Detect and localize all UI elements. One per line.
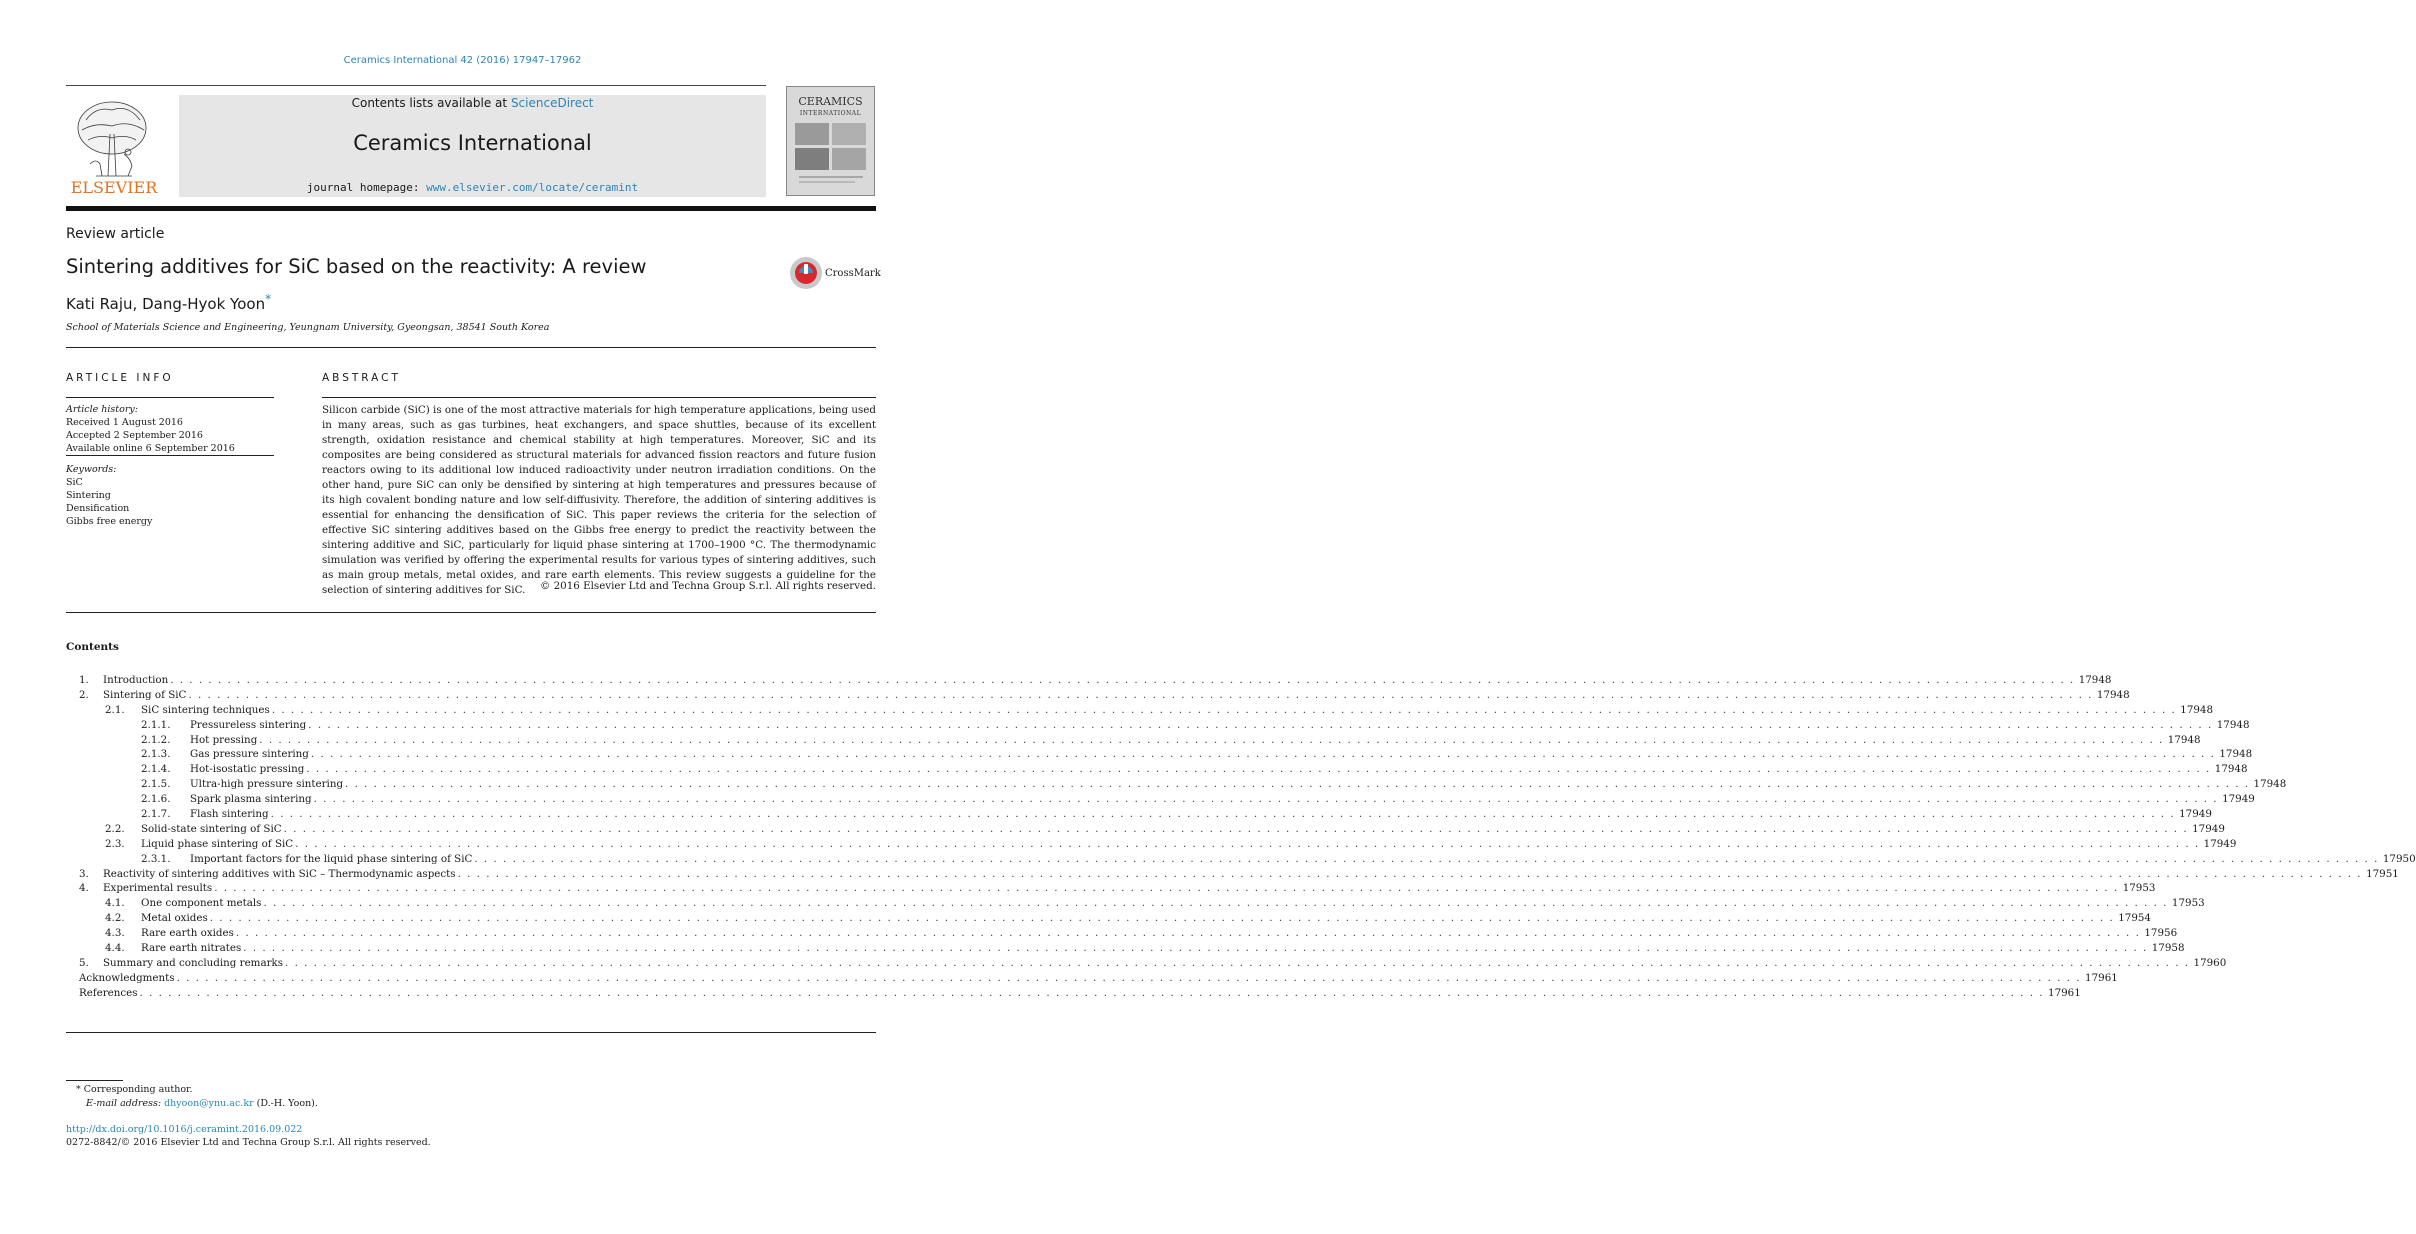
- authors: Kati Raju, Dang-Hyok Yoon: [66, 295, 266, 313]
- affiliation: School of Materials Science and Engineering, Yeungnam University, Gyeongsan, 38541 South Korea: [66, 322, 550, 333]
- cover-image-icon: [795, 123, 867, 187]
- toc-leader-dots: . . . . . . . . . . . . . . . . . . . . . . . . . . . . . . . . . . . . . . . . . . . . . . . . . . . . . . . . . . . . . . . . . . . . . . . . . . . . . . . . . . . . . . . . . . . . . . . . . . . . . . . . . . . . . . . . . . . . . . . . . . . . . . . . . . . . . . . . . . . . . . . . . . . . . . . . . . . . . . . . . . . . . . . . . . . . . . . . . . . . . . . . . . . . . . . . . . . . . . . .: [139, 986, 2045, 999]
- issn-copyright: 0272-8842/© 2016 Elsevier Ltd and Techna Group S.r.l. All rights reserved.: [66, 1137, 431, 1148]
- footnote-star: *: [76, 1084, 81, 1095]
- toc-row[interactable]: [66, 971, 2118, 987]
- toc-row[interactable]: [66, 822, 2225, 838]
- toc-leader-dots: . . . . . . . . . . . . . . . . . . . . . . . . . . . . . . . . . . . . . . . . . . . . . . . . . . . . . . . . . . . . . . . . . . . . . . . . . . . . . . . . . . . . . . . . . . . . . . . . . . . . . . . . . . . . . . . . . . . . . . . . . . . . . . . . . . . . . . . . . . . . . . . . . . . . . . . . . . . . . . . . . . . . . . . . . . . . . . . . . . . . . . . . . . . . . . . . . . . . . . . .: [457, 867, 2363, 880]
- toc-leader-dots: . . . . . . . . . . . . . . . . . . . . . . . . . . . . . . . . . . . . . . . . . . . . . . . . . . . . . . . . . . . . . . . . . . . . . . . . . . . . . . . . . . . . . . . . . . . . . . . . . . . . . . . . . . . . . . . . . . . . . . . . . . . . . . . . . . . . . . . . . . . . . . . . . . . . . . . . . . . . . . . . . . . . . . . . . . . . . . . . . . . . . . . . . . . . . . . . . . . . . . . .: [308, 718, 2213, 731]
- toc-row[interactable]: [66, 763, 2248, 778]
- toc-page-number: 17950: [2382, 852, 2416, 865]
- history-label: Article history:: [66, 404, 138, 415]
- toc-page-number: 17949: [2192, 822, 2225, 835]
- toc-page-number: 17961: [2048, 986, 2081, 999]
- keyword: Densification: [66, 503, 130, 514]
- toc-row[interactable]: [66, 897, 2205, 912]
- toc-page-number: 17949: [2203, 837, 2237, 850]
- toc-leader-dots: . . . . . . . . . . . . . . . . . . . . . . . . . . . . . . . . . . . . . . . . . . . . . . . . . . . . . . . . . . . . . . . . . . . . . . . . . . . . . . . . . . . . . . . . . . . . . . . . . . . . . . . . . . . . . . . . . . . . . . . . . . . . . . . . . . . . . . . . . . . . . . . . . . . . . . . . . . . . . . . . . . . . . . . . . . . . . . . . . . . . . . . . . . . . . . . . . . . . . . . .: [306, 763, 2211, 776]
- toc-number: 2.1.1.: [141, 718, 171, 731]
- toc-row[interactable]: [66, 808, 2212, 823]
- article-type: Review article: [66, 226, 165, 242]
- online-date: Available online 6 September 2016: [66, 443, 235, 454]
- abstract-end-rule: [66, 612, 876, 613]
- toc-title[interactable]: Ultra-high pressure sintering: [190, 778, 344, 791]
- toc-title[interactable]: Rare earth nitrates: [141, 942, 242, 955]
- contents-end-rule: [66, 1032, 876, 1033]
- toc-leader-dots: . . . . . . . . . . . . . . . . . . . . . . . . . . . . . . . . . . . . . . . . . . . . . . . . . . . . . . . . . . . . . . . . . . . . . . . . . . . . . . . . . . . . . . . . . . . . . . . . . . . . . . . . . . . . . . . . . . . . . . . . . . . . . . . . . . . . . . . . . . . . . . . . . . . . . . . . . . . . . . . . . . . . . . . . . . . . . . . . . . . . . . . . . . . . . . . . . . . . . . . .: [285, 956, 2190, 969]
- toc-row[interactable]: [66, 882, 2156, 897]
- toc-leader-dots: . . . . . . . . . . . . . . . . . . . . . . . . . . . . . . . . . . . . . . . . . . . . . . . . . . . . . . . . . . . . . . . . . . . . . . . . . . . . . . . . . . . . . . . . . . . . . . . . . . . . . . . . . . . . . . . . . . . . . . . . . . . . . . . . . . . . . . . . . . . . . . . . . . . . . . . . . . . . . . . . . . . . . . . . . . . . . . . . . . . . . . . . . . . . . . . . . . . . . . . .: [313, 793, 2219, 806]
- toc-page-number: 17954: [2118, 912, 2151, 925]
- article-info-rule: [66, 397, 274, 398]
- article-info-heading: ARTICLE INFO: [66, 372, 174, 384]
- crossmark-label: CrossMark: [825, 268, 881, 279]
- abstract-text: Silicon carbide (SiC) is one of the most attractive materials for high temperature applications, being used in many areas, such as gas turbines, heat exchangers, and space shuttles, because of its excellent strength, oxidation resistance and chemical stability at high temperatures. Moreover, SiC and its composites are being considered as structural materials for advanced fission reactors and future fusion reactors owing to its additional low induced radioactivity under neutron irradiation conditions. On the other hand, pure SiC can only be densified by sintering at high temperatures and pressures because of its high covalent bonding nature and low self-diffusivity. Therefore, the addition of sintering additives is essential for enhancing the densification of SiC. This paper reviews the criteria for the selection of effective SiC sintering additives based on the Gibbs free energy to predict the reactivity between the sintering additive and SiC, particularly for liquid phase sintering at 1700–1900 °C. The thermodynamic simulation was verified by offering the experimental results for various types of sintering additives, such as main group metals, metal oxides, and rare earth elements. This review suggests a guideline for the selection of sintering additives for SiC.: [322, 404, 876, 596]
- journal-banner: [179, 95, 766, 197]
- toc-page-number: 17948: [2096, 688, 2130, 701]
- toc-number: 2.3.: [105, 837, 125, 850]
- email-suffix: (D.-H. Yoon).: [253, 1098, 318, 1109]
- toc-title[interactable]: Introduction: [103, 674, 169, 686]
- toc-number: 4.3.: [105, 927, 125, 940]
- toc-leader-dots: . . . . . . . . . . . . . . . . . . . . . . . . . . . . . . . . . . . . . . . . . . . . . . . . . . . . . . . . . . . . . . . . . . . . . . . . . . . . . . . . . . . . . . . . . . . . . . . . . . . . . . . . . . . . . . . . . . . . . . . . . . . . . . . . . . . . . . . . . . . . . . . . . . . . . . . . . . . . . . . . . . . . . . . . . . . . . . . . . . . . . . . . . . . . . . . . . . . . . . . .: [214, 882, 2119, 895]
- toc-title[interactable]: Hot-isostatic pressing: [190, 763, 305, 776]
- toc-page-number: 17953: [2122, 882, 2156, 895]
- journal-title: Ceramics International: [353, 131, 592, 155]
- toc-row[interactable]: [66, 912, 2151, 927]
- toc-page-number: 17948: [2253, 778, 2287, 791]
- toc-page-number: 17949: [2179, 808, 2212, 821]
- article-title: Sintering additives for SiC based on the reactivity: A review: [66, 255, 647, 278]
- email-link[interactable]: dhyoon@ynu.ac.kr: [164, 1098, 254, 1109]
- contents-available: [179, 96, 766, 110]
- toc-number: 4.2.: [105, 912, 125, 925]
- toc-page-number: 17960: [2193, 956, 2227, 969]
- toc-page-number: 17958: [2151, 942, 2185, 955]
- toc-leader-dots: . . . . . . . . . . . . . . . . . . . . . . . . . . . . . . . . . . . . . . . . . . . . . . . . . . . . . . . . . . . . . . . . . . . . . . . . . . . . . . . . . . . . . . . . . . . . . . . . . . . . . . . . . . . . . . . . . . . . . . . . . . . . . . . . . . . . . . . . . . . . . . . . . . . . . . . . . . . . . . . . . . . . . . . . . . . . . . . . . . . . . . . . . . . . . . . . . . . . . . . .: [270, 808, 2176, 821]
- toc-number: 2.3.1.: [141, 852, 171, 865]
- table-of-contents: [66, 674, 2416, 1002]
- toc-number: 4.: [79, 882, 89, 895]
- toc-page-number: 17948: [2078, 674, 2112, 686]
- toc-leader-dots: . . . . . . . . . . . . . . . . . . . . . . . . . . . . . . . . . . . . . . . . . . . . . . . . . . . . . . . . . . . . . . . . . . . . . . . . . . . . . . . . . . . . . . . . . . . . . . . . . . . . . . . . . . . . . . . . . . . . . . . . . . . . . . . . . . . . . . . . . . . . . . . . . . . . . . . . . . . . . . . . . . . . . . . . . . . . . . . . . . . . . . . . . . . . . . . . . . . . . . . .: [176, 971, 2082, 984]
- toc-title[interactable]: Metal oxides: [141, 912, 208, 925]
- journal-cover-thumbnail[interactable]: [786, 86, 875, 196]
- toc-row[interactable]: [66, 793, 2255, 808]
- corresponding-author-mark[interactable]: *: [265, 292, 272, 306]
- toc-row[interactable]: [66, 748, 2253, 763]
- toc-page-number: 17948: [2219, 748, 2253, 761]
- elsevier-tree-icon: [66, 94, 162, 198]
- header-thick-rule: [66, 206, 876, 211]
- toc-title[interactable]: Hot pressing: [190, 733, 258, 746]
- toc-title[interactable]: Summary and concluding remarks: [103, 956, 284, 969]
- toc-row[interactable]: [66, 733, 2201, 749]
- toc-leader-dots: . . . . . . . . . . . . . . . . . . . . . . . . . . . . . . . . . . . . . . . . . . . . . . . . . . . . . . . . . . . . . . . . . . . . . . . . . . . . . . . . . . . . . . . . . . . . . . . . . . . . . . . . . . . . . . . . . . . . . . . . . . . . . . . . . . . . . . . . . . . . . . . . . . . . . . . . . . . . . . . . . . . . . . . . . . . . . . . . . . . . . . . . . . . . . . . . . . . . . . . .: [259, 733, 2164, 746]
- toc-number: 2.1.7.: [141, 808, 171, 821]
- article-history: [66, 403, 274, 455]
- toc-page-number: 17961: [2085, 971, 2118, 984]
- toc-title[interactable]: Liquid phase sintering of SiC: [141, 837, 294, 850]
- keyword: Sintering: [66, 490, 111, 501]
- corresponding-footnote: [76, 1084, 193, 1095]
- abstract-heading: ABSTRACT: [322, 372, 401, 384]
- received-date: Received 1 August 2016: [66, 417, 183, 428]
- accepted-date: Accepted 2 September 2016: [66, 430, 203, 441]
- toc-leader-dots: . . . . . . . . . . . . . . . . . . . . . . . . . . . . . . . . . . . . . . . . . . . . . . . . . . . . . . . . . . . . . . . . . . . . . . . . . . . . . . . . . . . . . . . . . . . . . . . . . . . . . . . . . . . . . . . . . . . . . . . . . . . . . . . . . . . . . . . . . . . . . . . . . . . . . . . . . . . . . . . . . . . . . . . . . . . . . . . . . . . . . . . . . . . . . . . . . . . . . . . .: [295, 837, 2200, 850]
- toc-number: 4.4.: [105, 942, 125, 955]
- cover-title-line2: INTERNATIONAL: [799, 110, 862, 117]
- toc-number: 2.1.6.: [141, 793, 171, 806]
- toc-page-number: 17949: [2222, 793, 2255, 806]
- toc-title[interactable]: Rare earth oxides: [141, 927, 234, 940]
- toc-row[interactable]: [66, 718, 2250, 734]
- toc-row[interactable]: [66, 942, 2185, 957]
- toc-number: 4.1.: [105, 897, 125, 910]
- toc-title[interactable]: Gas pressure sintering: [190, 748, 309, 761]
- toc-leader-dots: . . . . . . . . . . . . . . . . . . . . . . . . . . . . . . . . . . . . . . . . . . . . . . . . . . . . . . . . . . . . . . . . . . . . . . . . . . . . . . . . . . . . . . . . . . . . . . . . . . . . . . . . . . . . . . . . . . . . . . . . . . . . . . . . . . . . . . . . . . . . . . . . . . . . . . . . . . . . . . . . . . . . . . . . . . . . . . . . . . . . . . . . . . . . . . . . . . . . . . . .: [263, 897, 2168, 910]
- toc-number: 2.1.4.: [141, 763, 171, 776]
- toc-title[interactable]: Acknowledgments: [79, 971, 175, 984]
- toc-title[interactable]: Spark plasma sintering: [190, 793, 312, 806]
- elsevier-logo[interactable]: [66, 94, 162, 198]
- crossmark-icon: [789, 256, 823, 290]
- abstract-rule: [322, 397, 876, 398]
- email-label: E-mail address:: [86, 1098, 165, 1109]
- homepage-link[interactable]: www.elsevier.com/locate/ceramint: [426, 181, 639, 194]
- cover-title-line1: CERAMICS: [798, 95, 863, 108]
- keywords-label: Keywords:: [66, 464, 117, 475]
- toc-row[interactable]: [66, 674, 2112, 689]
- toc-row[interactable]: [66, 852, 2416, 868]
- crossmark-badge[interactable]: [789, 256, 879, 292]
- journal-homepage: [179, 181, 766, 194]
- corresponding-label: Corresponding author.: [83, 1084, 193, 1095]
- email-footnote: [86, 1098, 318, 1109]
- toc-number: 2.1.: [105, 703, 125, 716]
- footnote-rule: [66, 1080, 123, 1081]
- elsevier-wordmark: ELSEVIER: [70, 178, 158, 197]
- toc-number: 2.1.3.: [141, 748, 171, 761]
- toc-leader-dots: . . . . . . . . . . . . . . . . . . . . . . . . . . . . . . . . . . . . . . . . . . . . . . . . . . . . . . . . . . . . . . . . . . . . . . . . . . . . . . . . . . . . . . . . . . . . . . . . . . . . . . . . . . . . . . . . . . . . . . . . . . . . . . . . . . . . . . . . . . . . . . . . . . . . . . . . . . . . . . . . . . . . . . . . . . . . . . . . . . . . . . . . . . . . . . . . . . . . . . . .: [345, 778, 2250, 791]
- toc-row[interactable]: [66, 778, 2287, 793]
- keyword: SiC: [66, 477, 83, 488]
- title-rule: [66, 347, 876, 348]
- toc-leader-dots: . . . . . . . . . . . . . . . . . . . . . . . . . . . . . . . . . . . . . . . . . . . . . . . . . . . . . . . . . . . . . . . . . . . . . . . . . . . . . . . . . . . . . . . . . . . . . . . . . . . . . . . . . . . . . . . . . . . . . . . . . . . . . . . . . . . . . . . . . . . . . . . . . . . . . . . . . . . . . . . . . . . . . . . . . . . . . . . . . . . . . . . . . . . . . . . . . . . . . . . .: [271, 703, 2177, 716]
- toc-title[interactable]: Sintering of SiC: [103, 688, 187, 701]
- toc-number: 5.: [79, 956, 89, 969]
- toc-title[interactable]: One component metals: [141, 897, 262, 910]
- toc-page-number: 17948: [2180, 703, 2214, 716]
- contents-heading: Contents: [66, 641, 119, 653]
- toc-number: 2.: [79, 688, 89, 701]
- toc-leader-dots: . . . . . . . . . . . . . . . . . . . . . . . . . . . . . . . . . . . . . . . . . . . . . . . . . . . . . . . . . . . . . . . . . . . . . . . . . . . . . . . . . . . . . . . . . . . . . . . . . . . . . . . . . . . . . . . . . . . . . . . . . . . . . . . . . . . . . . . . . . . . . . . . . . . . . . . . . . . . . . . . . . . . . . . . . . . . . . . . . . . . . . . . . . . . . . . . . . . . . . . .: [310, 748, 2216, 761]
- doi-link[interactable]: http://dx.doi.org/10.1016/j.ceramint.2016.09.022: [66, 1124, 303, 1135]
- toc-leader-dots: . . . . . . . . . . . . . . . . . . . . . . . . . . . . . . . . . . . . . . . . . . . . . . . . . . . . . . . . . . . . . . . . . . . . . . . . . . . . . . . . . . . . . . . . . . . . . . . . . . . . . . . . . . . . . . . . . . . . . . . . . . . . . . . . . . . . . . . . . . . . . . . . . . . . . . . . . . . . . . . . . . . . . . . . . . . . . . . . . . . . . . . . . . . . . . . . . . . . . . . .: [474, 852, 2379, 865]
- toc-page-number: 17948: [2167, 733, 2201, 746]
- toc-number: 2.1.5.: [141, 778, 171, 791]
- toc-number: 2.1.2.: [141, 733, 171, 746]
- toc-row[interactable]: [66, 927, 2178, 942]
- keywords-block: [66, 463, 274, 528]
- toc-title[interactable]: References: [79, 986, 138, 999]
- toc-title[interactable]: Experimental results: [103, 882, 213, 895]
- toc-leader-dots: . . . . . . . . . . . . . . . . . . . . . . . . . . . . . . . . . . . . . . . . . . . . . . . . . . . . . . . . . . . . . . . . . . . . . . . . . . . . . . . . . . . . . . . . . . . . . . . . . . . . . . . . . . . . . . . . . . . . . . . . . . . . . . . . . . . . . . . . . . . . . . . . . . . . . . . . . . . . . . . . . . . . . . . . . . . . . . . . . . . . . . . . . . . . . . . . . . . . . . . .: [170, 674, 2075, 686]
- toc-row[interactable]: [66, 703, 2214, 719]
- history-rule: [66, 455, 274, 456]
- toc-page-number: 17951: [2366, 867, 2399, 880]
- toc-leader-dots: . . . . . . . . . . . . . . . . . . . . . . . . . . . . . . . . . . . . . . . . . . . . . . . . . . . . . . . . . . . . . . . . . . . . . . . . . . . . . . . . . . . . . . . . . . . . . . . . . . . . . . . . . . . . . . . . . . . . . . . . . . . . . . . . . . . . . . . . . . . . . . . . . . . . . . . . . . . . . . . . . . . . . . . . . . . . . . . . . . . . . . . . . . . . . . . . . . . . . . . .: [188, 688, 2093, 701]
- toc-title[interactable]: Pressureless sintering: [190, 718, 307, 731]
- toc-title[interactable]: SiC sintering techniques: [141, 703, 270, 716]
- homepage-prefix: journal homepage:: [306, 181, 427, 194]
- toc-number: 2.2.: [105, 822, 125, 835]
- toc-page-number: 17948: [2216, 718, 2250, 731]
- journal-citation[interactable]: Ceramics International 42 (2016) 17947–17962: [343, 55, 582, 66]
- author-list: [66, 292, 271, 313]
- toc-title[interactable]: Reactivity of sintering additives with SiC – Thermodynamic aspects: [103, 867, 456, 880]
- sciencedirect-link[interactable]: ScienceDirect: [510, 96, 594, 110]
- toc-page-number: 17953: [2171, 897, 2205, 910]
- toc-leader-dots: . . . . . . . . . . . . . . . . . . . . . . . . . . . . . . . . . . . . . . . . . . . . . . . . . . . . . . . . . . . . . . . . . . . . . . . . . . . . . . . . . . . . . . . . . . . . . . . . . . . . . . . . . . . . . . . . . . . . . . . . . . . . . . . . . . . . . . . . . . . . . . . . . . . . . . . . . . . . . . . . . . . . . . . . . . . . . . . . . . . . . . . . . . . . . . . . . . . . . . . .: [283, 822, 2189, 835]
- toc-number: 3.: [79, 867, 89, 880]
- toc-title[interactable]: Flash sintering: [190, 808, 269, 821]
- toc-page-number: 17948: [2214, 763, 2248, 776]
- toc-title[interactable]: Solid-state sintering of SiC: [141, 822, 282, 835]
- toc-leader-dots: . . . . . . . . . . . . . . . . . . . . . . . . . . . . . . . . . . . . . . . . . . . . . . . . . . . . . . . . . . . . . . . . . . . . . . . . . . . . . . . . . . . . . . . . . . . . . . . . . . . . . . . . . . . . . . . . . . . . . . . . . . . . . . . . . . . . . . . . . . . . . . . . . . . . . . . . . . . . . . . . . . . . . . . . . . . . . . . . . . . . . . . . . . . . . . . . . . . . . . . .: [235, 927, 2141, 940]
- abstract-copyright: © 2016 Elsevier Ltd and Techna Group S.r.l. All rights reserved.: [540, 580, 876, 592]
- toc-row[interactable]: [66, 688, 2130, 704]
- toc-row[interactable]: [66, 837, 2237, 853]
- toc-row[interactable]: [66, 867, 2399, 883]
- toc-row[interactable]: [66, 986, 2081, 1002]
- header-rule: [66, 85, 766, 86]
- toc-page-number: 17956: [2144, 927, 2178, 940]
- keyword: Gibbs free energy: [66, 516, 153, 527]
- toc-number: 1.: [79, 674, 89, 686]
- toc-leader-dots: . . . . . . . . . . . . . . . . . . . . . . . . . . . . . . . . . . . . . . . . . . . . . . . . . . . . . . . . . . . . . . . . . . . . . . . . . . . . . . . . . . . . . . . . . . . . . . . . . . . . . . . . . . . . . . . . . . . . . . . . . . . . . . . . . . . . . . . . . . . . . . . . . . . . . . . . . . . . . . . . . . . . . . . . . . . . . . . . . . . . . . . . . . . . . . . . . . . . . . . .: [243, 942, 2148, 955]
- contents-prefix: Contents lists available at: [351, 96, 511, 110]
- toc-leader-dots: . . . . . . . . . . . . . . . . . . . . . . . . . . . . . . . . . . . . . . . . . . . . . . . . . . . . . . . . . . . . . . . . . . . . . . . . . . . . . . . . . . . . . . . . . . . . . . . . . . . . . . . . . . . . . . . . . . . . . . . . . . . . . . . . . . . . . . . . . . . . . . . . . . . . . . . . . . . . . . . . . . . . . . . . . . . . . . . . . . . . . . . . . . . . . . . . . . . . . . . .: [209, 912, 2115, 925]
- cover-title: [787, 96, 874, 120]
- toc-row[interactable]: [66, 956, 2227, 972]
- toc-title[interactable]: Important factors for the liquid phase sintering of SiC: [190, 852, 473, 865]
